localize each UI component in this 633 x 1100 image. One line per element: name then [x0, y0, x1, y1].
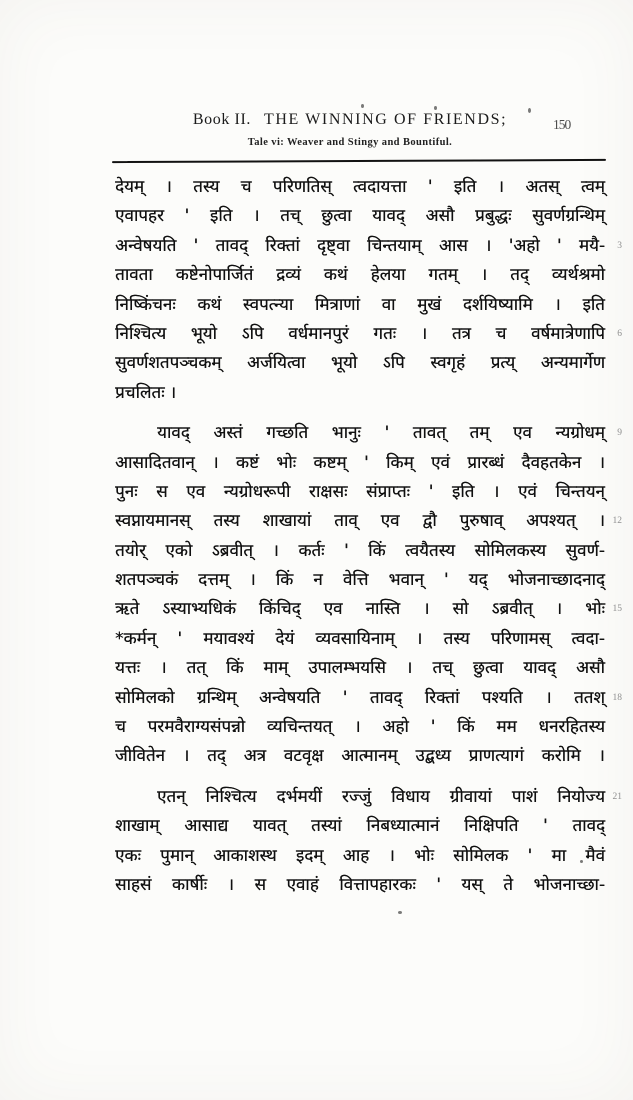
text-line: सोमिलको ग्रन्थिम् अन्वेषयति ' तावद् रिक्तां पश्यति । ततश् 18 — [115, 684, 605, 713]
tale-subtitle: Tale vi: Weaver and Stingy and Bountiful. — [247, 137, 453, 148]
sanskrit-text-body — [115, 173, 622, 900]
text-line: सुवर्णशतपञ्चकम् अर्जयित्वा भूयो ऽपि स्वगृहं प्रत्य् अन्यमार्गेण — [115, 353, 605, 374]
page-number: 150 — [553, 117, 571, 132]
header-rule — [112, 159, 606, 164]
paragraph — [115, 783, 622, 901]
margin-line-number: 18 — [612, 692, 622, 703]
text-line: निश्चित्य भूयो ऽपि वर्धमानपुरं गतः । तत्र च वर्षमात्रेणापि 6 — [115, 320, 605, 349]
scan-speck — [361, 104, 364, 108]
text-line: आसादितवान् । कष्टं भोः कष्टम् ' किम् एवं प्रारब्धं दैवहतकेन । — [115, 452, 605, 473]
text-line: एवापहर ' इति । तच् छुत्वा यावद् असौ प्रबुद्धः सुवर्णग्रन्थिम् — [115, 206, 605, 227]
margin-line-number: 3 — [617, 240, 622, 251]
text-line: एतन् निश्चित्य दर्भमयीं रज्जुं विधाय ग्रीवायां पाशं नियोज्य 21 — [115, 783, 605, 812]
text-line: निष्किंचनः कथं स्वपत्न्या मित्राणां वा मुखं दर्शयिष्यामि । इति — [115, 294, 605, 315]
margin-line-number: 21 — [612, 791, 622, 802]
text-line: प्रचलितः । — [115, 382, 177, 403]
text-line: यावद् अस्तं गच्छति भानुः ' तावत् तम् एव न्यग्रोधम् 9 — [115, 419, 605, 448]
text-line: शतपञ्चकं दत्तम् । किं न वेत्ति भवान् ' यद् भोजनाच्छादनाद् — [115, 570, 605, 591]
text-line: जीवितेन । तद् अत्र वटवृक्ष आत्मानम् उद्बध्य प्राणत्यागं करोमि । — [115, 746, 605, 767]
scan-speck — [528, 108, 531, 113]
text-line: ऋते ऽस्याभ्यधिकं किंचिद् एव नास्ति । सो ऽब्रवीत् । भोः 15 — [115, 595, 605, 624]
text-line: पुनः स एव न्यग्रोधरूपी राक्षसः संप्राप्तः ' इति । एवं चिन्तयन् — [115, 481, 605, 502]
running-title: THE WINNING OF FRIENDS; — [263, 111, 508, 128]
text-line: शाखाम् आसाद्य यावत् तस्यां निबध्यात्मानं निक्षिपति ' तावद् — [115, 816, 605, 837]
paragraph — [115, 419, 622, 772]
text-line: देयम् । तस्य च परिणतिस् त्वदायत्ता ' इति । अतस् त्वम् — [115, 177, 605, 197]
text-line: *कर्मन् ' मयावश्यं देयं व्यवसायिनाम् । तस्य परिणामस् त्वदा- — [115, 628, 605, 649]
text-line: तयोर् एको ऽब्रवीत् । कर्तः ' किं त्वयैतस्य सोमिलकस्य सुवर्ण- — [115, 540, 605, 561]
scan-speck — [434, 106, 437, 110]
text-line: च परमवैराग्यसंपन्नो व्यचिन्तयत् । अहो ' किं मम धनरहितस्य — [115, 717, 605, 738]
text-line: साहसं कार्षीः । स एवाहं वित्तापहारकः ' यस् ते भोजनाच्छा- — [115, 874, 605, 895]
margin-line-number: 12 — [612, 516, 622, 527]
text-line: यत्तः । तत् किं माम् उपालम्भयसि । तच् छुत्वा यावद् असौ — [115, 658, 605, 679]
text-line: तावता कष्टेनोपार्जितं द्रव्यं कथं हेलया गतम् । तद् व्यर्थश्रमो — [115, 265, 605, 286]
book-label: Book II. — [192, 111, 251, 128]
text-line: एकः पुमान् आकाशस्थ इदम् आह । भोः सोमिलक ' मा मैवं — [115, 845, 605, 866]
scan-speck — [398, 911, 402, 914]
page-header — [115, 111, 585, 129]
scan-speck — [580, 860, 583, 863]
margin-line-number: 15 — [612, 604, 622, 615]
margin-line-number: 6 — [617, 328, 622, 339]
paragraph — [115, 173, 622, 408]
margin-line-number: 9 — [617, 428, 622, 439]
text-line: अन्वेषयति ' तावद् रिक्तां दृष्ट्वा चिन्तयाम् आस । 'अहो ' मयै- 3 — [115, 232, 605, 261]
text-line: स्वप्नायमानस् तस्य शाखायां ताव् एव द्वौ पुरुषाव् अपश्यत् । 12 — [115, 507, 605, 536]
